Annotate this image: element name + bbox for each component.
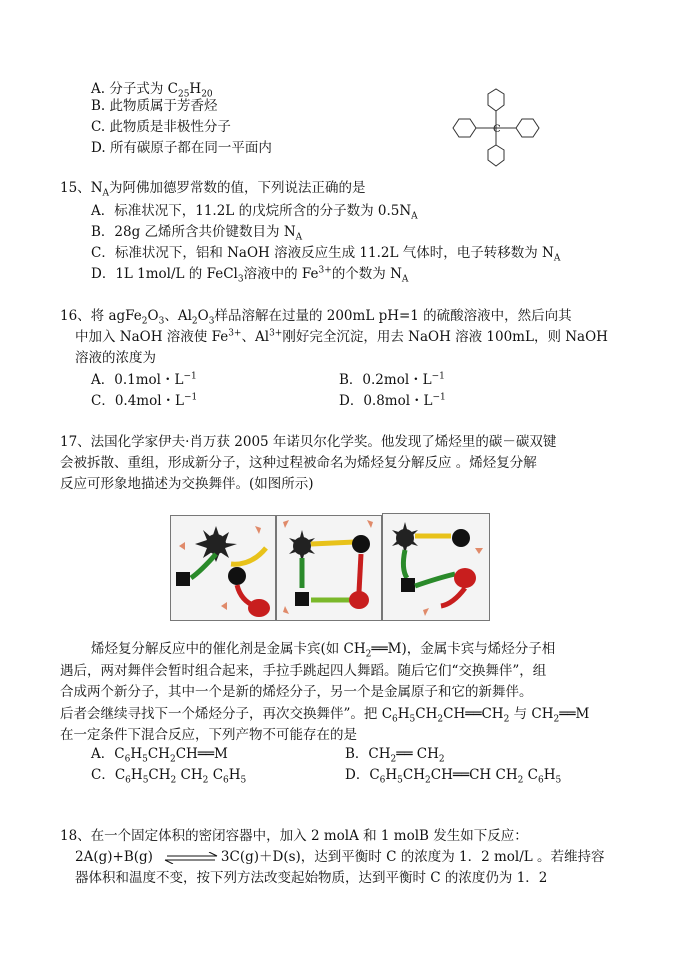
option-text: H	[228, 767, 241, 783]
q16-stem-line-1	[60, 307, 572, 325]
stem-text: 、Al	[241, 329, 270, 345]
q16-option-a	[91, 371, 197, 389]
panel-2-drawing	[277, 516, 381, 620]
q15-stem	[60, 179, 366, 197]
q17-option-d	[345, 766, 561, 784]
q17-paragraph-line-2: 遇后，两对舞伴会暂时组合起来，手拉手跳起四人舞蹈。随后它们“交换舞伴”，组	[60, 663, 547, 679]
q17-stem-line-1: 17、法国化学家伊夫·肖万获 2005 年诺贝尔化学奖。他发现了烯烃里的碳－碳双键	[60, 434, 557, 450]
option-text: CH	[148, 767, 171, 783]
option-text: D．C	[345, 767, 380, 783]
q17-stem-line-3: 反应可形象地描述为交换舞伴。(如图所示)	[60, 476, 314, 492]
subscript: 5	[240, 775, 247, 786]
option-text: H	[130, 767, 143, 783]
q17-option-a	[91, 745, 228, 763]
reversible-arrow-icon	[163, 852, 219, 864]
subscript: A	[553, 253, 561, 264]
stem-text: 中加入 NaOH 溶液使 Fe	[75, 329, 229, 345]
option-text: 溶液中的 Fe	[243, 266, 319, 282]
subscript: 6	[379, 775, 386, 786]
q15-option-c	[91, 244, 560, 262]
stem-text: N	[90, 180, 103, 196]
option-letter: C.	[91, 119, 106, 135]
q15-option-b	[91, 223, 302, 241]
illustration-panel-3	[382, 513, 490, 621]
superscript: −1	[432, 392, 446, 403]
superscript: 3+	[228, 328, 242, 339]
round-atom-icon	[352, 535, 370, 553]
reaction-text: 2A(g)+B(g)	[75, 849, 153, 865]
paragraph-text: 后者会继续寻找下一个烯烃分子，再次交换舞伴”。把 C	[60, 706, 393, 722]
question-number: 15、	[60, 180, 91, 196]
subscript: 6	[223, 775, 229, 786]
subscript: 5	[142, 775, 149, 786]
paragraph-text: 烯烃复分解反应中的催化剂是金属卡宾(如 CH	[91, 641, 366, 657]
subscript: 25	[177, 89, 190, 100]
q16-option-b	[339, 371, 445, 389]
paragraph-text: ══M)，金属卡宾与烯烃分子相	[371, 641, 556, 657]
subscript: 2	[141, 316, 148, 327]
option-text: D．0.8mol・L	[339, 393, 433, 409]
q14-option-a	[91, 80, 213, 98]
option-text: C．C	[91, 767, 126, 783]
stem-text: 刚好完全沉淀，用去 NaOH 溶液 100mL，则 NaOH	[282, 329, 608, 345]
subscript: 6	[537, 775, 544, 786]
option-text: CH	[176, 767, 203, 783]
subscript: A	[295, 232, 303, 243]
subscript: 2	[503, 714, 510, 725]
option-text: CH	[147, 746, 170, 762]
subscript: 3	[158, 316, 165, 327]
option-text: B．28g 乙烯所含共价键数目为 N	[91, 224, 296, 240]
stem-text: 、Al	[164, 308, 192, 324]
subscript: 2	[191, 316, 198, 327]
option-text: C	[523, 767, 538, 783]
subscript: 6	[392, 714, 398, 725]
paragraph-text: CH	[415, 706, 438, 722]
q14-option-b	[91, 97, 218, 115]
tetraphenylmethane-structure	[440, 80, 560, 180]
option-text: A．标准状况下，11.2L 的戊烷所含的分子数为 0.5N	[91, 203, 412, 219]
q18-stem-line-1: 18、在一个固定体积的密闭容器中，加入 2 molA 和 1 molB 发生如下反应：	[60, 828, 528, 844]
subscript: 5	[142, 754, 148, 765]
subscript: 2	[517, 775, 524, 786]
option-text: 的个数为 N	[331, 266, 402, 282]
round-atom-icon	[228, 567, 246, 585]
option-text: B．0.2mol・L	[339, 372, 432, 388]
q16-stem-line-3: 溶液的浓度为	[75, 350, 156, 366]
q15-option-a	[91, 202, 418, 220]
superscript: −1	[184, 392, 198, 403]
subscript: A	[102, 188, 109, 199]
round-atom-icon	[452, 529, 470, 547]
subscript: 6	[125, 775, 131, 786]
subscript: A	[411, 211, 418, 222]
panel-1-drawing	[171, 516, 275, 620]
subscript: 2	[169, 754, 176, 765]
option-text: 分子式为 C	[109, 81, 178, 97]
q17-paragraph-line-4	[60, 705, 589, 723]
q14-option-c	[91, 118, 231, 136]
square-atom-icon	[295, 592, 309, 606]
subscript: 6	[124, 754, 131, 765]
option-text: 所有碳原子都在同一平面内	[109, 140, 272, 156]
stem-text: 为阿佛加德罗常数的值，下列说法正确的是	[109, 180, 366, 196]
subscript: 3	[208, 316, 215, 327]
q18-stem-line-3: 器体积和温度不变，按下列方法改变起始物质，达到平衡时 C 的浓度仍为 1．2	[75, 870, 548, 886]
superscript: 3+	[269, 328, 283, 339]
subscript: 20	[201, 89, 213, 100]
stem-text: 16、将 agFe	[60, 308, 142, 324]
superscript: 3+	[318, 265, 332, 276]
reaction-text: 3C(g)＋D(s)，达到平衡时 C 的浓度为 1．2 mol/L 。若维持容	[220, 849, 605, 865]
illustration-panel-1	[170, 515, 276, 621]
q17-paragraph-line-3: 合成两个新分子，其中一个是新的烯烃分子，另一个是金属原子和它的新舞伴。	[60, 684, 533, 700]
paragraph-text: CH══CH	[443, 706, 504, 722]
q14-option-d	[91, 139, 272, 157]
q16-option-d	[339, 392, 446, 410]
option-letter: B.	[91, 98, 106, 114]
option-text: H	[385, 767, 398, 783]
option-text: 此物质属于芳香烃	[109, 98, 218, 114]
illustration-panel-2	[276, 515, 382, 621]
q16-stem-line-2	[75, 328, 608, 346]
central-carbon-label: C	[493, 124, 501, 135]
q16-option-c	[91, 392, 197, 410]
stem-text: O	[147, 308, 159, 324]
paragraph-text: 与 CH	[509, 706, 554, 722]
subscript: 3	[237, 274, 244, 285]
superscript: −1	[183, 371, 197, 382]
option-text: A．0.1mol・L	[91, 372, 184, 388]
option-letter: A.	[91, 81, 106, 97]
paragraph-text: ══M	[559, 706, 590, 722]
square-atom-icon	[176, 572, 190, 586]
q17-option-b	[345, 745, 445, 763]
q15-option-d	[91, 265, 408, 283]
option-text: C	[208, 767, 224, 783]
partner-exchange-illustration	[170, 513, 490, 623]
option-text: C．0.4mol・L	[91, 393, 185, 409]
subscript: 2	[553, 714, 560, 725]
option-text: B．CH	[345, 746, 391, 762]
q17-stem-line-2: 会被拆散、重组，形成新分子，这种过程被命名为烯烃复分解反应 。烯烃复分解	[60, 455, 537, 471]
option-text: A．C	[91, 746, 125, 762]
subscript: 2	[202, 775, 209, 786]
subscript: 2	[437, 714, 444, 725]
subscript: 2	[390, 754, 397, 765]
subscript: 2	[170, 775, 177, 786]
stem-text: 样品溶解在过量的 200mL pH=1 的硫酸溶液中，然后向其	[214, 308, 572, 324]
q17-paragraph-line-1	[91, 640, 555, 658]
option-text: C．标准状况下，铝和 NaOH 溶液反应生成 11.2L 气体时，电子转移数为 N	[91, 245, 554, 261]
option-text: H	[130, 746, 143, 762]
panel-3-drawing	[383, 514, 489, 620]
square-atom-icon	[401, 578, 415, 592]
option-text: ══ CH	[396, 746, 439, 762]
option-text: H	[543, 767, 556, 783]
option-text: 此物质是非极性分子	[109, 119, 231, 135]
subscript: 2	[425, 775, 431, 786]
q18-stem-line-2	[75, 848, 605, 866]
q17-paragraph-line-5: 在一定条件下混合反应，下列产物不可能存在的是	[60, 727, 357, 743]
subscript: 5	[555, 775, 562, 786]
option-text: CH	[402, 767, 426, 783]
subscript: 5	[397, 775, 403, 786]
subscript: 2	[365, 649, 372, 660]
option-letter: D.	[91, 140, 106, 156]
paragraph-text: H	[397, 706, 410, 722]
option-text: H	[189, 81, 202, 97]
superscript: −1	[431, 371, 445, 382]
catalyst-star-icon	[392, 522, 418, 554]
subscript: 2	[438, 754, 445, 765]
option-text: D．1L 1mol/L 的 FeCl	[91, 266, 238, 282]
stem-text: O	[197, 308, 209, 324]
subscript: A	[401, 274, 409, 285]
subscript: 5	[409, 714, 416, 725]
q17-option-c	[91, 766, 246, 784]
option-text: CH══CH CH	[430, 767, 518, 783]
option-text: CH══M	[175, 746, 228, 762]
